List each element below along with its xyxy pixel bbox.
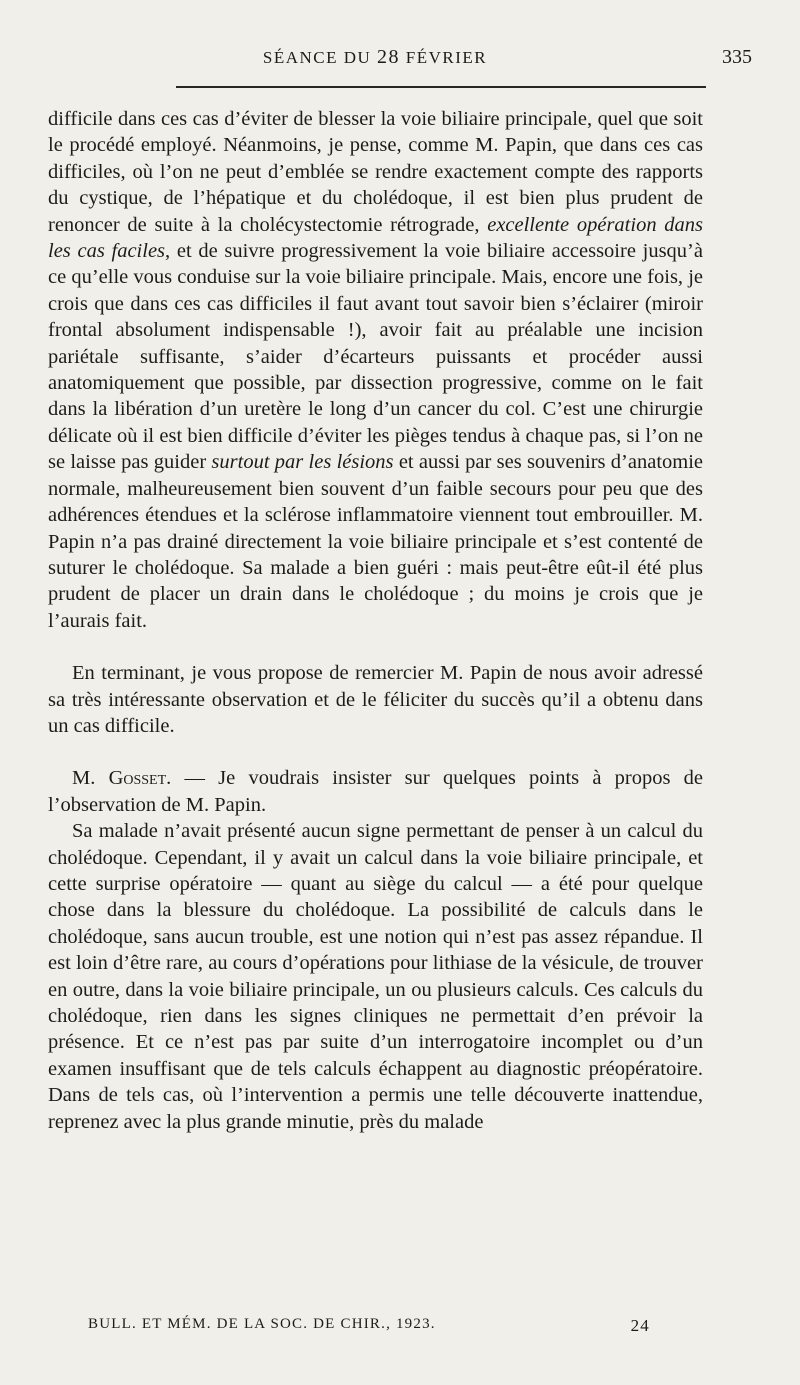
paragraph-2 [48, 660, 703, 739]
text-run: , et de suivre progressivement la voie biliaire accessoire jusqu’à ce qu’elle vous conduise sur la voie biliaire principale. Mais, encore une fois, je crois que dans ces cas difficiles il faut avant tout savoir bien s’éclairer (miroir frontal absolument indispensable !), avoir fait au préalable une incision pariétale suffisante, s’aider d’écarteurs puissants et procéder aussi anatomiquement que possible, par dissection progressive, comme on le fait dans la libération d’un uretère le long d’un cancer du col. C’est une chirurgie délicate où il est bien difficile d’éviter les pièges tendus à chaque pas, si l’on ne se laisse pas guider [48, 240, 703, 474]
header-rule [176, 86, 706, 88]
text-run: . — Je voudrais insister sur quelques points à propos de l’observation de M. Papin. [48, 767, 703, 816]
running-head-part1: SÉANCE DU [262, 48, 378, 67]
text-run: En terminant, je vous propose de remercier M. Papin de nous avoir adressé sa très intéressante observation et de le féliciter du succès qu’il a obtenu dans un cas difficile. [48, 662, 703, 737]
paragraph-4 [48, 818, 703, 1135]
page-footer [88, 1316, 650, 1335]
signature-mark: 24 [630, 1316, 650, 1335]
italic-phrase: excellente opération dans les cas faciles [48, 213, 703, 263]
text-run: difficile dans ces cas d’éviter de blesser la voie biliaire principale, quel que soit le procédé employé. Néanmoins, je pense, comme M. Papin, que dans ces cas difficiles, où l’on ne peut d’emblée se rendre exactement compte des rapports du cystique, de l’hépatique et du cholédoque, il est bien plus prudent de renoncer de suite à la cholécystectomie rétrograde, [48, 108, 703, 236]
text-run: Sa malade n’avait présenté aucun signe permettant de penser à un calcul du cholédoque. Cependant, il y avait un calcul dans la voie biliaire principale, et cette surprise opératoire — quant au siège du calcul — a été pour quelque chose dans la blessure du cholédoque. La possibilité de calculs dans le cholédoque, sans aucun trouble, est une notion qui n’est pas assez répandue. Il est loin d’être rare, au cours d’opérations pour lithiase de la vésicule, de trouver en outre, dans la voie biliaire principale, un ou plusieurs calculs. Ces calculs du cholédoque, rien dans les signes cliniques ne permettait d’en prévoir la présence. Et ce n’est pas par suite d’un interrogatoire incomplet ou d’un examen insuffisant que de tels calculs échappent au diagnostic préopératoire. Dans de tels cas, où l’intervention a permis une telle découverte inattendue, reprenez avec la plus grande minutie, près du malade [48, 820, 703, 1133]
page-header [48, 46, 752, 74]
text-run: M. [72, 767, 109, 790]
page-number: 335 [722, 46, 752, 68]
body-text [48, 106, 703, 1135]
paragraph-3-gosset [48, 765, 703, 818]
speaker-name: Gosset [108, 767, 167, 790]
footer-citation: BULL. ET MÉM. DE LA SOC. DE CHIR., 1923. [88, 1316, 436, 1332]
running-head-part2: FÉVRIER [400, 48, 488, 67]
running-head [48, 46, 702, 69]
italic-phrase: surtout par les lésions [211, 451, 394, 474]
text-run: et aussi par ses souvenirs d’anatomie normale, malheureusement bien souvent d’un faible secours pour peu que des adhérences étendues et la sclérose inflammatoire viennent tout embrouiller. M. Papin n’a pas drainé directement la voie biliaire principale et s’est contenté de suturer le cholédoque. Sa malade a bien guéri : mais peut-être eût-il été plus prudent de placer un drain dans le cholédoque ; du moins je crois que je l’aurais fait. [48, 451, 704, 632]
paragraph-1 [48, 106, 703, 634]
running-head-day: 28 [377, 46, 401, 68]
